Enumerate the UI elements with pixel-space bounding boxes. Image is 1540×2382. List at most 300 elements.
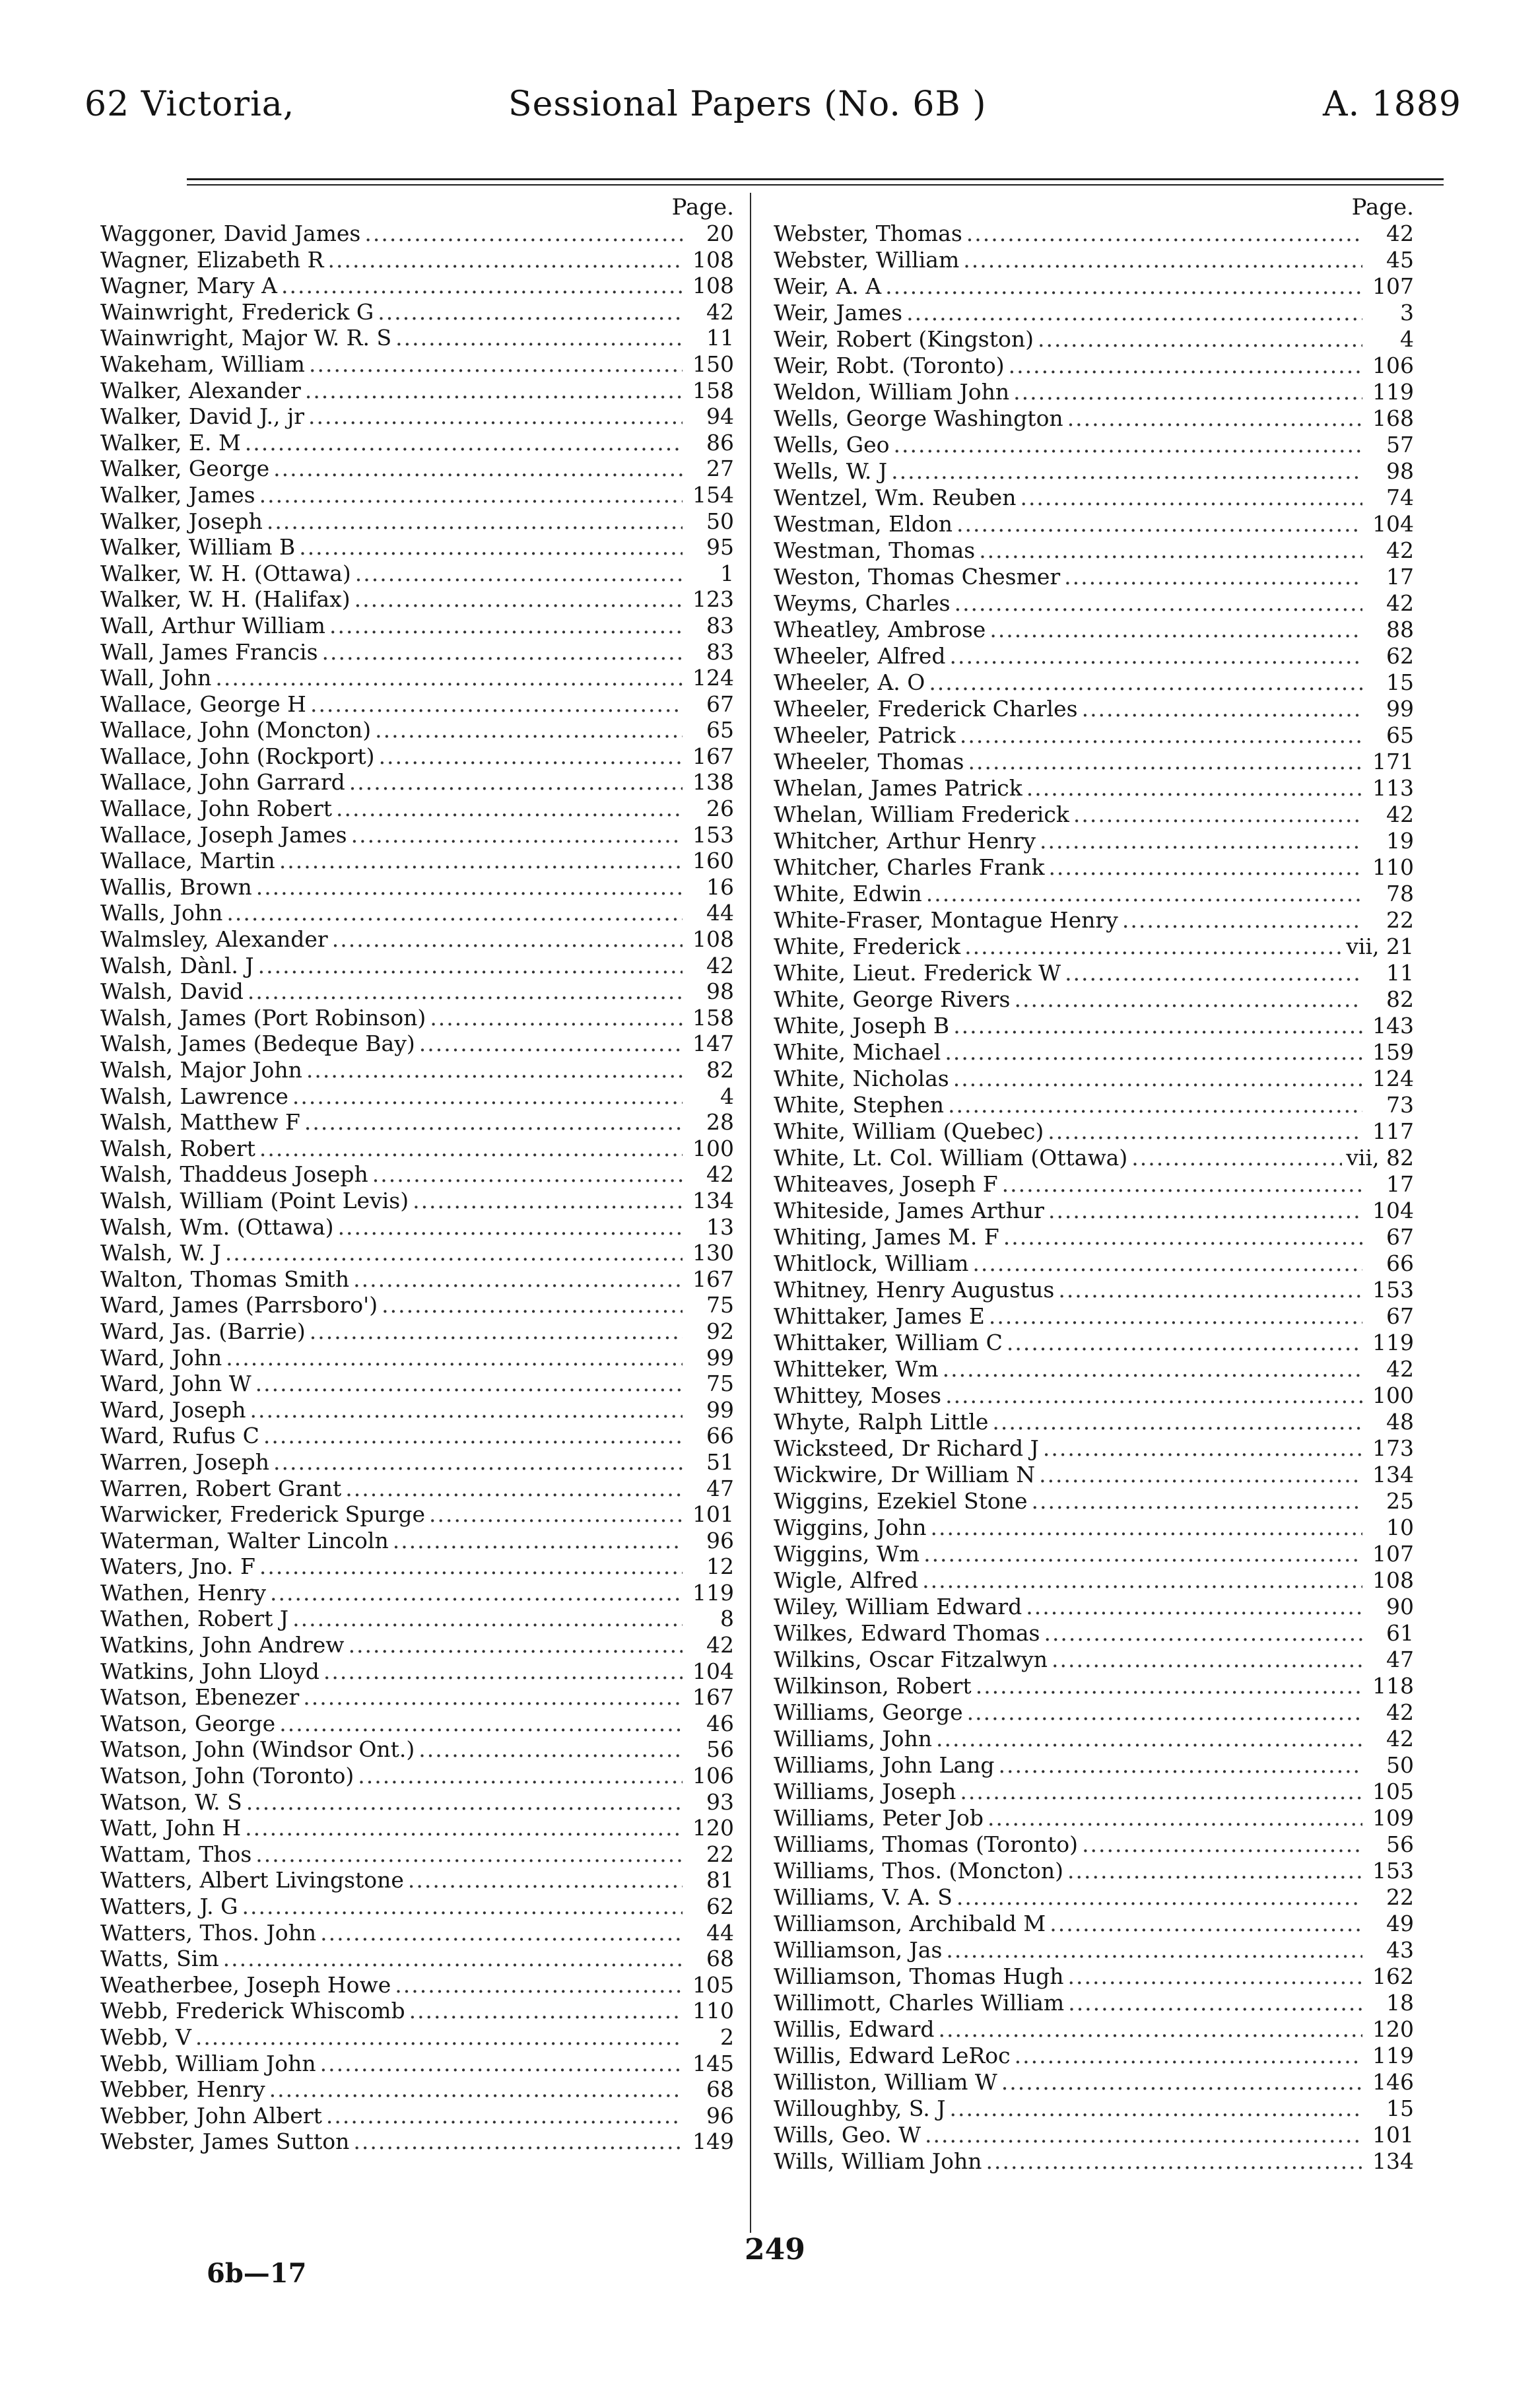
- entry-name: Walsh, Robert: [100, 1135, 255, 1161]
- entry-page: 22: [1386, 907, 1414, 933]
- entry-name: Watson, John (Toronto): [100, 1763, 354, 1789]
- index-entry: [100, 1711, 734, 1737]
- entry-name: Webber, John Albert: [100, 2102, 322, 2128]
- index-entry: [774, 881, 1414, 907]
- index-entry: [774, 1937, 1414, 1963]
- entry-page: 88: [1386, 617, 1414, 642]
- index-entry: [100, 299, 734, 325]
- entry-page: 124: [1372, 1066, 1414, 1091]
- index-entry: [774, 590, 1414, 617]
- entry-page: 82: [706, 1057, 734, 1083]
- entry-name: Ward, Jas. (Barrie): [100, 1318, 306, 1344]
- entry-page: 119: [692, 1579, 734, 1606]
- entry-name: Williamson, Thomas Hugh: [774, 1963, 1064, 1989]
- entry-name: Weatherbee, Joseph Howe: [100, 1971, 391, 1998]
- dot-leader: [354, 586, 683, 613]
- entry-name: Williams, Thomas (Toronto): [774, 1831, 1079, 1857]
- entry-page: 16: [706, 873, 734, 900]
- entry-page: 95: [706, 534, 734, 561]
- entry-name: Williams, John Lang: [774, 1752, 995, 1778]
- entry-page: 120: [692, 1815, 734, 1841]
- entry-page: 42: [706, 1161, 734, 1188]
- index-entry: [774, 828, 1414, 854]
- dot-leader: [269, 2076, 683, 2103]
- entry-page: 62: [1386, 643, 1414, 669]
- dot-leader: [255, 1371, 683, 1397]
- entry-page: vii, 82: [1346, 1145, 1414, 1171]
- entry-page: 65: [1386, 722, 1414, 748]
- entry-name: Wathen, Henry: [100, 1579, 266, 1606]
- dot-leader: [246, 1789, 683, 1816]
- index-entry: [774, 379, 1414, 405]
- dot-leader: [259, 1136, 683, 1162]
- entry-name: White, Nicholas: [774, 1066, 949, 1091]
- entry-name: Whitcher, Charles Frank: [774, 854, 1045, 880]
- entry-page: 48: [1386, 1409, 1414, 1435]
- index-entry: [774, 1224, 1414, 1250]
- entry-name: Wallace, George H: [100, 691, 306, 717]
- index-entry: [774, 1884, 1414, 1911]
- index-entry: [100, 1318, 734, 1345]
- entry-page: 68: [706, 1946, 734, 1972]
- entry-name: Webster, Thomas: [774, 221, 962, 246]
- entry-page: 1: [720, 560, 734, 586]
- index-entry: [774, 1092, 1414, 1118]
- entry-page: 153: [692, 821, 734, 848]
- header-session: 62 Victoria,: [84, 85, 295, 124]
- dot-leader: [320, 1920, 683, 1946]
- entry-page: 138: [692, 769, 734, 796]
- index-column-right: [774, 193, 1414, 2175]
- dot-leader: [430, 1005, 683, 1031]
- index-entry: [774, 1858, 1414, 1884]
- index-entry: [774, 1779, 1414, 1805]
- dot-leader: [393, 1528, 683, 1554]
- entry-name: Wells, Geo: [774, 432, 890, 458]
- index-entry: [100, 1345, 734, 1371]
- entry-page: 104: [1372, 511, 1414, 537]
- entry-name: Watson, Ebenezer: [100, 1684, 300, 1711]
- dot-leader: [986, 2148, 1362, 2175]
- entry-name: Williams, Peter Job: [774, 1805, 984, 1831]
- dot-leader: [242, 1893, 683, 1920]
- entry-page: 98: [706, 978, 734, 1005]
- entry-name: Warren, Robert Grant: [100, 1475, 342, 1501]
- entry-name: Webb, Frederick Whiscomb: [100, 1998, 405, 2024]
- dot-leader: [1026, 775, 1362, 801]
- entry-name: Weir, James: [774, 300, 903, 325]
- entry-name: White, William (Quebec): [774, 1118, 1044, 1144]
- entry-page: 44: [706, 1919, 734, 1946]
- dot-leader: [310, 1318, 683, 1345]
- entry-page: 15: [1386, 669, 1414, 695]
- index-entry: [774, 1330, 1414, 1356]
- index-entry: [100, 1632, 734, 1658]
- entry-page: 106: [692, 1763, 734, 1789]
- index-entry: [774, 511, 1414, 537]
- index-entry: [774, 1382, 1414, 1409]
- dot-leader: [248, 978, 683, 1005]
- index-entry: [100, 1057, 734, 1083]
- dot-leader: [372, 1161, 683, 1188]
- dot-leader: [320, 2051, 683, 2077]
- index-entry: [774, 564, 1414, 590]
- index-entry: [774, 1805, 1414, 1831]
- index-entry: [774, 1963, 1414, 1990]
- dot-leader: [329, 613, 683, 639]
- index-entry: [774, 1911, 1414, 1937]
- entry-name: Wall, John: [100, 665, 212, 691]
- index-entry: [100, 2128, 734, 2155]
- entry-page: 158: [692, 1004, 734, 1031]
- index-entry: [100, 848, 734, 874]
- dot-leader: [966, 221, 1362, 247]
- entry-page: 11: [706, 325, 734, 351]
- entry-name: White, Michael: [774, 1039, 941, 1065]
- index-entry: [774, 617, 1414, 643]
- dot-leader: [281, 273, 683, 299]
- index-entry: [100, 822, 734, 848]
- dot-leader: [1048, 854, 1362, 881]
- entry-name: Wagner, Mary A: [100, 273, 277, 299]
- entry-page: 100: [1372, 1382, 1414, 1408]
- entry-page: 47: [706, 1475, 734, 1501]
- dot-leader: [273, 1449, 683, 1476]
- entry-page: 107: [1372, 1541, 1414, 1567]
- entry-page: 134: [1372, 2148, 1414, 2174]
- entry-name: Wallace, Joseph James: [100, 821, 347, 848]
- index-entry: [100, 1371, 734, 1397]
- entry-page: 101: [1372, 2122, 1414, 2148]
- entry-name: White, Stephen: [774, 1092, 945, 1118]
- index-entry: [774, 934, 1414, 960]
- index-column-left: [100, 193, 734, 2155]
- entry-name: Wall, Arthur William: [100, 612, 325, 638]
- index-entry: [774, 2122, 1414, 2148]
- index-entry: [774, 221, 1414, 247]
- dot-leader: [949, 643, 1362, 669]
- entry-page: 25: [1386, 1488, 1414, 1514]
- dot-leader: [926, 881, 1362, 907]
- entry-name: Whitlock, William: [774, 1250, 969, 1276]
- index-entry: [774, 1171, 1414, 1198]
- dot-leader: [306, 1057, 683, 1083]
- dot-leader: [279, 1711, 683, 1737]
- entry-page: 68: [706, 2076, 734, 2103]
- entry-name: White, Lt. Col. William (Ottawa): [774, 1145, 1128, 1171]
- entry-name: Weir, A. A: [774, 273, 882, 299]
- dot-leader: [1131, 1145, 1342, 1171]
- dot-leader: [395, 325, 683, 351]
- entry-page: 94: [706, 403, 734, 430]
- entry-page: 106: [1372, 353, 1414, 378]
- dot-leader: [950, 2095, 1362, 2122]
- entry-page: 28: [706, 1109, 734, 1136]
- entry-page: 43: [1386, 1937, 1414, 1963]
- entry-page: 50: [706, 508, 734, 534]
- index-entry: [100, 1528, 734, 1554]
- entry-name: Wills, William John: [774, 2148, 982, 2174]
- entry-name: Willoughby, S. J: [774, 2095, 946, 2121]
- dot-leader: [976, 1673, 1362, 1699]
- entry-page: 13: [706, 1213, 734, 1240]
- entry-page: 123: [692, 586, 734, 613]
- entry-page: 147: [692, 1031, 734, 1057]
- dot-leader: [395, 1972, 683, 1998]
- entry-page: 42: [1386, 1726, 1414, 1752]
- index-entry: [774, 2095, 1414, 2122]
- entry-name: Walsh, Wm. (Ottawa): [100, 1213, 334, 1240]
- dot-leader: [953, 1013, 1362, 1039]
- entry-page: 119: [1372, 1330, 1414, 1355]
- entry-name: Webb, William John: [100, 2050, 316, 2076]
- index-entry: [100, 1789, 734, 1816]
- entry-name: Wiggins, John: [774, 1514, 927, 1540]
- dot-leader: [267, 508, 683, 535]
- entry-name: Walmsley, Alexander: [100, 926, 328, 953]
- entry-page: 158: [692, 377, 734, 403]
- entry-name: Watt, John H: [100, 1815, 242, 1841]
- dot-leader: [1065, 960, 1362, 986]
- header-rule-top: [187, 178, 1444, 180]
- dot-leader: [954, 590, 1362, 617]
- index-entry: [100, 613, 734, 639]
- entry-page: 154: [692, 481, 734, 508]
- entry-name: Webster, William: [774, 247, 960, 273]
- entry-page: 173: [1372, 1435, 1414, 1461]
- dot-leader: [1122, 907, 1362, 934]
- dot-leader: [1068, 1990, 1362, 2016]
- entry-page: 65: [706, 717, 734, 743]
- entry-page: 118: [1372, 1673, 1414, 1699]
- entry-name: Walker, Alexander: [100, 377, 301, 403]
- dot-leader: [259, 1553, 683, 1580]
- page-column-label: [100, 193, 734, 221]
- dot-leader: [925, 2122, 1362, 2148]
- entry-name: White, Joseph B: [774, 1013, 950, 1038]
- index-entry: [100, 1658, 734, 1685]
- entry-page: 42: [1386, 590, 1414, 616]
- dot-leader: [1044, 1620, 1362, 1647]
- entry-name: Whiteaves, Joseph F: [774, 1171, 998, 1197]
- dot-leader: [345, 1476, 683, 1502]
- dot-leader: [1003, 1224, 1362, 1250]
- dot-leader: [945, 1382, 1362, 1409]
- index-entry: [100, 1005, 734, 1031]
- entry-page: 124: [692, 665, 734, 691]
- entry-page: 42: [1386, 801, 1414, 827]
- entry-page: 113: [1372, 775, 1414, 801]
- entry-page: 42: [1386, 1699, 1414, 1725]
- entry-name: Watters, Albert Livingstone: [100, 1867, 404, 1893]
- entry-page: 145: [692, 2050, 734, 2076]
- index-entry: [100, 1998, 734, 2024]
- dot-leader: [953, 1066, 1362, 1092]
- entry-page: 42: [706, 952, 734, 978]
- index-entry: [100, 351, 734, 378]
- entry-page: 56: [706, 1736, 734, 1763]
- entry-name: Waters, Jno. F: [100, 1553, 255, 1580]
- entry-name: Wathen, Robert J: [100, 1606, 289, 1632]
- index-entry: [100, 273, 734, 299]
- entry-name: Westman, Thomas: [774, 537, 976, 563]
- entry-page: 18: [1386, 1990, 1414, 2016]
- entry-page: 160: [692, 848, 734, 874]
- index-entry: [100, 1946, 734, 1972]
- entry-page: 61: [1386, 1620, 1414, 1646]
- entry-name: Wills, Geo. W: [774, 2122, 921, 2148]
- index-entry: [100, 325, 734, 351]
- dot-leader: [930, 1514, 1362, 1541]
- entry-page: 81: [706, 1867, 734, 1893]
- entry-name: Williston, William W: [774, 2069, 997, 2095]
- dot-leader: [304, 1109, 683, 1136]
- dot-leader: [1014, 986, 1362, 1013]
- entry-name: Wentzel, Wm. Reuben: [774, 485, 1017, 510]
- index-entry: [774, 1990, 1414, 2016]
- entry-page: 108: [692, 273, 734, 299]
- index-entry: [774, 273, 1414, 300]
- dot-leader: [255, 1841, 683, 1868]
- entry-name: Willis, Edward LeRoc: [774, 2043, 1011, 2068]
- dot-leader: [923, 1541, 1362, 1567]
- index-entry: [774, 2016, 1414, 2043]
- entry-page: 4: [720, 1083, 734, 1109]
- index-entry: [100, 1684, 734, 1711]
- dot-leader: [250, 1397, 683, 1423]
- index-entry: [100, 1972, 734, 1998]
- index-entry: [100, 2051, 734, 2077]
- dot-leader: [945, 1039, 1362, 1066]
- entry-page: 134: [1372, 1462, 1414, 1487]
- dot-leader: [992, 1409, 1362, 1435]
- dot-leader: [310, 691, 683, 718]
- index-entry: [100, 1580, 734, 1606]
- dot-leader: [964, 934, 1342, 960]
- entry-page: 73: [1386, 1092, 1414, 1118]
- index-entry: [774, 1356, 1414, 1382]
- index-entry: [100, 2103, 734, 2129]
- dot-leader: [378, 299, 683, 325]
- dot-leader: [1082, 1831, 1362, 1858]
- entry-name: White, Frederick: [774, 934, 961, 959]
- index-entry: [774, 775, 1414, 801]
- entry-page: 104: [1372, 1198, 1414, 1223]
- index-entry: [100, 1736, 734, 1763]
- dot-leader: [303, 1684, 683, 1711]
- index-entry: [774, 1145, 1414, 1171]
- entry-page: 22: [706, 1841, 734, 1867]
- dot-leader: [309, 351, 683, 378]
- dot-leader: [906, 300, 1362, 326]
- dot-leader: [1007, 1330, 1362, 1356]
- entry-name: Ward, Joseph: [100, 1396, 246, 1423]
- index-entry: [774, 432, 1414, 458]
- index-entry: [774, 247, 1414, 273]
- dot-leader: [885, 273, 1362, 300]
- entry-name: Wicksteed, Dr Richard J: [774, 1435, 1039, 1461]
- index-entry: [774, 1013, 1414, 1039]
- entry-name: Weir, Robert (Kingston): [774, 326, 1034, 352]
- entry-page: 82: [1386, 986, 1414, 1012]
- entry-name: Walsh, Matthew F: [100, 1109, 300, 1136]
- index-entry: [774, 1620, 1414, 1647]
- entry-name: Waterman, Walter Lincoln: [100, 1527, 389, 1553]
- entry-page: 20: [706, 221, 734, 246]
- entry-name: Walsh, W. J: [100, 1240, 221, 1266]
- index-entry: [100, 874, 734, 901]
- dot-leader: [215, 665, 683, 691]
- index-entry: [774, 405, 1414, 432]
- entry-page: 19: [1386, 828, 1414, 854]
- dot-leader: [891, 458, 1362, 485]
- dot-leader: [1026, 1594, 1362, 1620]
- entry-name: Walker, Joseph: [100, 508, 263, 534]
- dot-leader: [353, 2128, 683, 2155]
- entry-name: Walton, Thomas Smith: [100, 1266, 350, 1292]
- entry-page: 78: [1386, 881, 1414, 906]
- entry-page: 75: [706, 1292, 734, 1318]
- entry-page: 56: [1386, 1831, 1414, 1857]
- page-column-label: [774, 193, 1414, 221]
- index-entry: [100, 1266, 734, 1293]
- entry-name: Walker, W. H. (Ottawa): [100, 560, 351, 586]
- entry-name: Williamson, Archibald M: [774, 1911, 1046, 1936]
- index-entry: [774, 1250, 1414, 1277]
- dot-leader: [382, 1292, 683, 1318]
- index-entry: [774, 1541, 1414, 1567]
- entry-name: Westman, Eldon: [774, 511, 953, 537]
- entry-name: Wall, James Francis: [100, 638, 318, 665]
- dot-leader: [245, 1815, 683, 1841]
- dot-leader: [326, 2103, 683, 2129]
- dot-leader: [936, 1726, 1362, 1752]
- index-entry: [100, 1553, 734, 1580]
- index-entry: [774, 2069, 1414, 2095]
- entry-page: 67: [1386, 1303, 1414, 1329]
- entry-name: Whyte, Ralph Little: [774, 1409, 989, 1435]
- entry-page: 50: [1386, 1752, 1414, 1778]
- index-entry: [774, 1673, 1414, 1699]
- index-entry: [774, 986, 1414, 1013]
- index-entry: [774, 326, 1414, 353]
- index-entry: [100, 1867, 734, 1893]
- dot-leader: [1009, 353, 1362, 379]
- dot-leader: [1001, 2069, 1362, 2095]
- entry-name: Warren, Joseph: [100, 1448, 269, 1475]
- dot-leader: [349, 1632, 683, 1658]
- entry-name: Wiggins, Ezekiel Stone: [774, 1488, 1028, 1514]
- index-entry: [774, 801, 1414, 828]
- entry-page: 4: [1400, 326, 1414, 352]
- index-entry: [774, 749, 1414, 775]
- dot-leader: [299, 534, 683, 561]
- entry-name: Ward, James (Parrsboro'): [100, 1292, 378, 1318]
- entry-page: 2: [720, 2024, 734, 2050]
- entry-page: 108: [692, 926, 734, 953]
- dot-leader: [279, 848, 683, 874]
- index-entry: [100, 1031, 734, 1057]
- index-entry: [774, 907, 1414, 934]
- index-entry: [774, 1303, 1414, 1330]
- dot-leader: [355, 561, 683, 587]
- dot-leader: [419, 1031, 683, 1057]
- dot-leader: [1067, 1858, 1362, 1884]
- entry-page: 159: [1372, 1039, 1414, 1065]
- entry-name: Watkins, John Lloyd: [100, 1658, 319, 1684]
- index-entry: [100, 1397, 734, 1423]
- dot-leader: [409, 1998, 683, 2024]
